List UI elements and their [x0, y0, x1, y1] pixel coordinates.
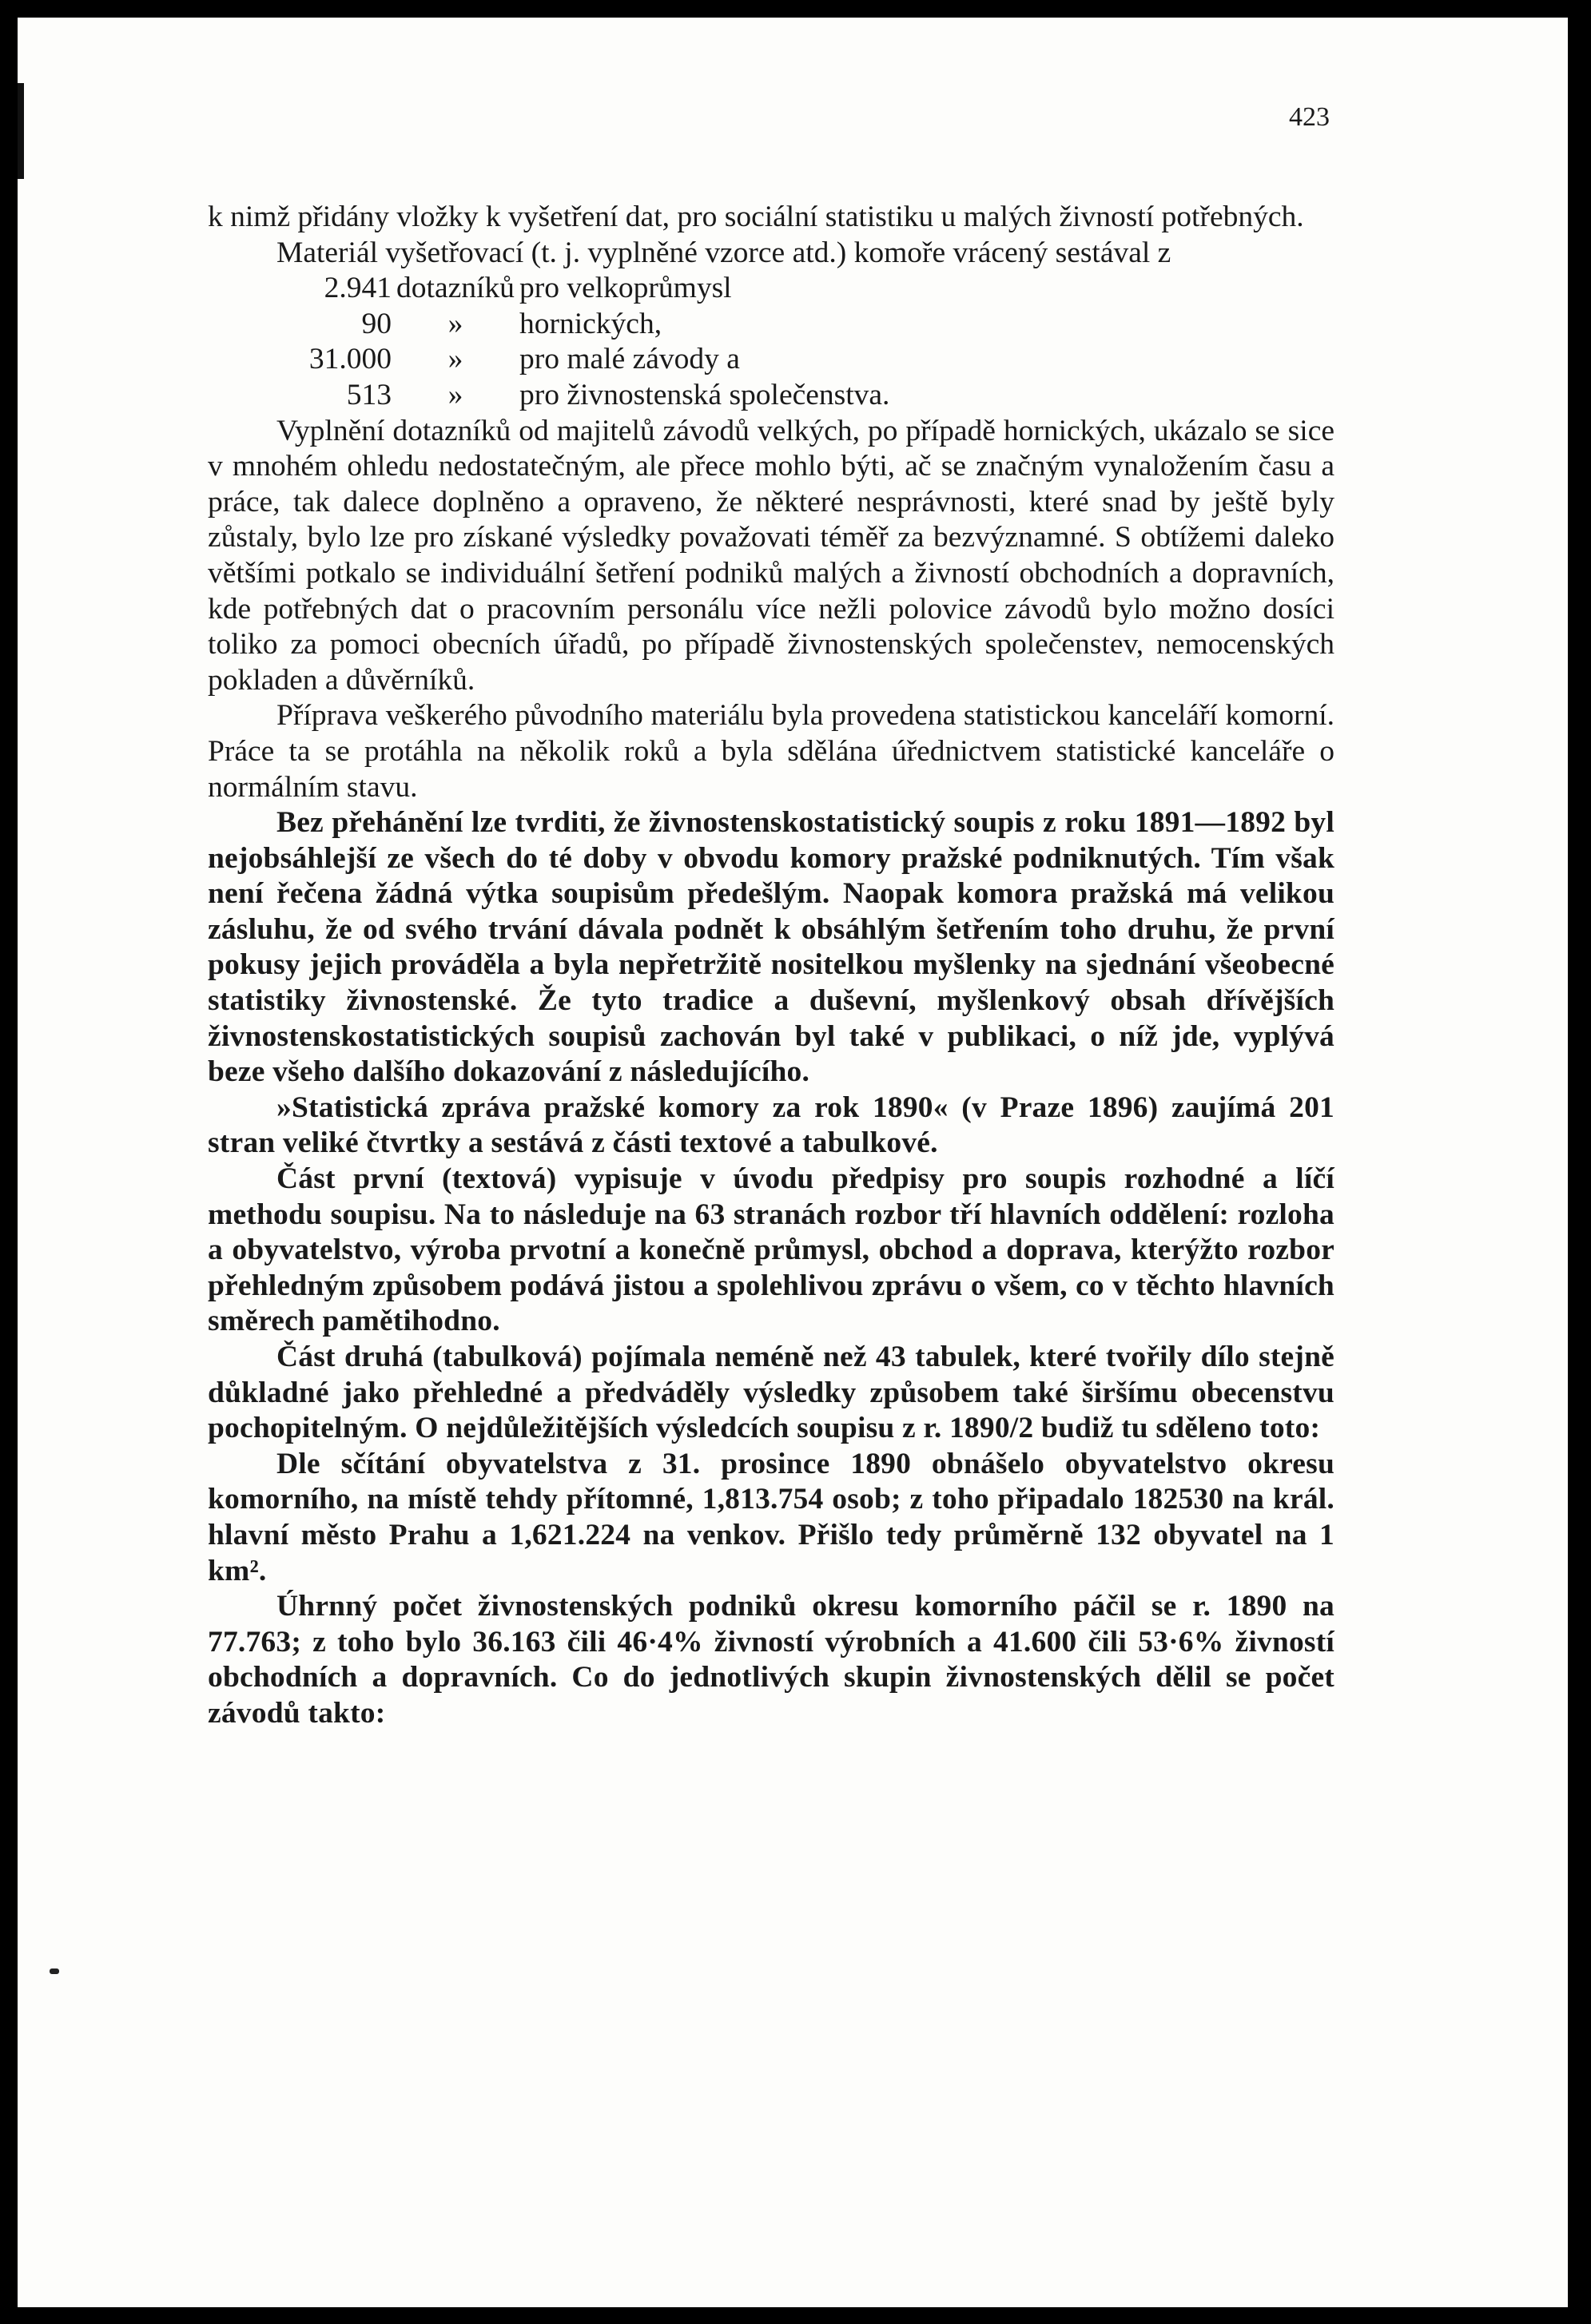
list-target: pro velkoprůmysl — [519, 272, 732, 305]
scan-speck — [50, 1968, 59, 1974]
list-mark: » — [447, 343, 463, 376]
paragraph-part-two: Část druhá (tabulková) pojímala neméně než 43 tabulek, které tvořily dílo stejně důkladné jako přehledné a předváděly výsledky způsobem také širšímu obecenstvu pochopitelným. O nejdůležitějších výsledcích soupisu z r. 1890/2 budiž tu sděleno toto: — [208, 1341, 1334, 1445]
list-count: 513 — [346, 378, 392, 411]
paragraph-intro: k nimž přidány vložky k vyšetření dat, pro sociální statistiku u malých živností potřebných. — [208, 201, 1304, 233]
paragraph-population: Dle sčítání obyvatelstva z 31. prosince 1890 obnášelo obyvatelstvo okresu komorního, na místě tehdy přítomné, 1,813.754 osob; z toho připadalo 182530 na král. hlavní město Prahu a 1,621.224 na venkov. Přišlo tedy průměrně 132 obyvatel na 1 km². — [208, 1447, 1334, 1587]
list-count: 90 — [361, 307, 392, 340]
list-item — [208, 342, 1334, 378]
list-target: hornických, — [519, 307, 662, 340]
paragraph-preparation: Příprava veškerého původního materiálu byla provedena statistickou kanceláří komorní. Práce ta se protáhla na několik roků a byla sdělána úřednictvem statistické kanceláře o normálním stavu. — [208, 699, 1334, 804]
paragraph-survey-scope: Bez přehánění lze tvrditi, že živnostenskostatistický soupis z roku 1891—1892 byl nejobsáhlejší ze všech do té doby v obvodu komory pražské podniknutých. Tím však není řečena žádná výtka soupisům předešlým. Naopak komora pražská má velikou zásluhu, že od svého trvání dávala podnět k obsáhlým šetřením toho druhu, že první pokusy jejich prováděla a byla nepřetržitě nositelkou myšlenky na sjednání všeobecné statistiky živnostenské. Že tyto tradice a duševní, myšlenkový obsah dřívějších živnostenskostatistických soupisů zachován byl také v publikaci, o níž jde, vyplývá beze všeho dalšího dokazování z následujícího. — [208, 806, 1334, 1089]
list-mark: » — [447, 378, 463, 411]
paragraph-enterprises: Úhrnný počet živnostenských podniků okresu komorního páčil se r. 1890 na 77.763; z toho bylo 36.163 čili 46·4% živností výrobních a 41.600 čili 53·6% živností obchodních a dopravních. Co do jednotlivých skupin živnostenských dělil se počet závodů takto: — [208, 1590, 1334, 1730]
paragraph-report-title: »Statistická zpráva pražské komory za rok 1890« (v Praze 1896) zaujímá 201 stran veliké čtvrtky a sestává z části textové a tabulkové. — [208, 1090, 1334, 1160]
paragraph-material: Materiál vyšetřovací (t. j. vyplněné vzorce atd.) komoře vrácený sestával z — [276, 236, 1171, 269]
list-mark: dotazníků — [396, 272, 515, 305]
list-target: pro živnostenská společenstva. — [519, 378, 890, 411]
list-item — [208, 271, 1334, 307]
scan-edge-mark — [18, 83, 24, 179]
list-item — [208, 307, 1334, 343]
body-text — [208, 200, 1334, 1732]
document-page — [18, 18, 1568, 2307]
list-target: pro malé závody a — [519, 343, 740, 376]
list-count: 2.941 — [324, 272, 392, 305]
paragraph-questionnaire-results: Vyplnění dotazníků od majitelů závodů velkých, po případě hornických, ukázalo se sice v mnohém ohledu nedostatečným, ale přece mohlo býti, ač se značným vynaložením času a práce, tak dalece doplněno a opraveno, že některé nesprávnosti, které snad by ještě byly zůstaly, bylo lze pro získané výsledky považovati téměř za bezvýznamné. S obtížemi daleko většími potkalo se individuální šetření podniků malých a živností obchodních a dopravních, kde potřebných dat o pracovním personálu více nežli polovice závodů bylo možno dosíci toliko za pomoci obecních úřadů, po případě živnostenských společenstev, nemocenských pokladen a důvěrníků. — [208, 414, 1334, 697]
questionnaire-list — [208, 271, 1334, 413]
list-item — [208, 378, 1334, 414]
list-count: 31.000 — [308, 343, 392, 376]
list-mark: » — [447, 307, 463, 340]
page-number: 423 — [1289, 102, 1330, 132]
paragraph-part-one: Část první (textová) vypisuje v úvodu předpisy pro soupis rozhodné a líčí methodu soupisu. Na to následuje na 63 stranách rozbor tří hlavních oddělení: rozloha a obyvatelstvo, výroba prvotní a konečně průmysl, obchod a doprava, kterýžto rozbor přehledným způsobem podává jistou a spolehlivou zprávu o všem, co v těchto hlavních směrech pamětihodno. — [208, 1162, 1334, 1338]
